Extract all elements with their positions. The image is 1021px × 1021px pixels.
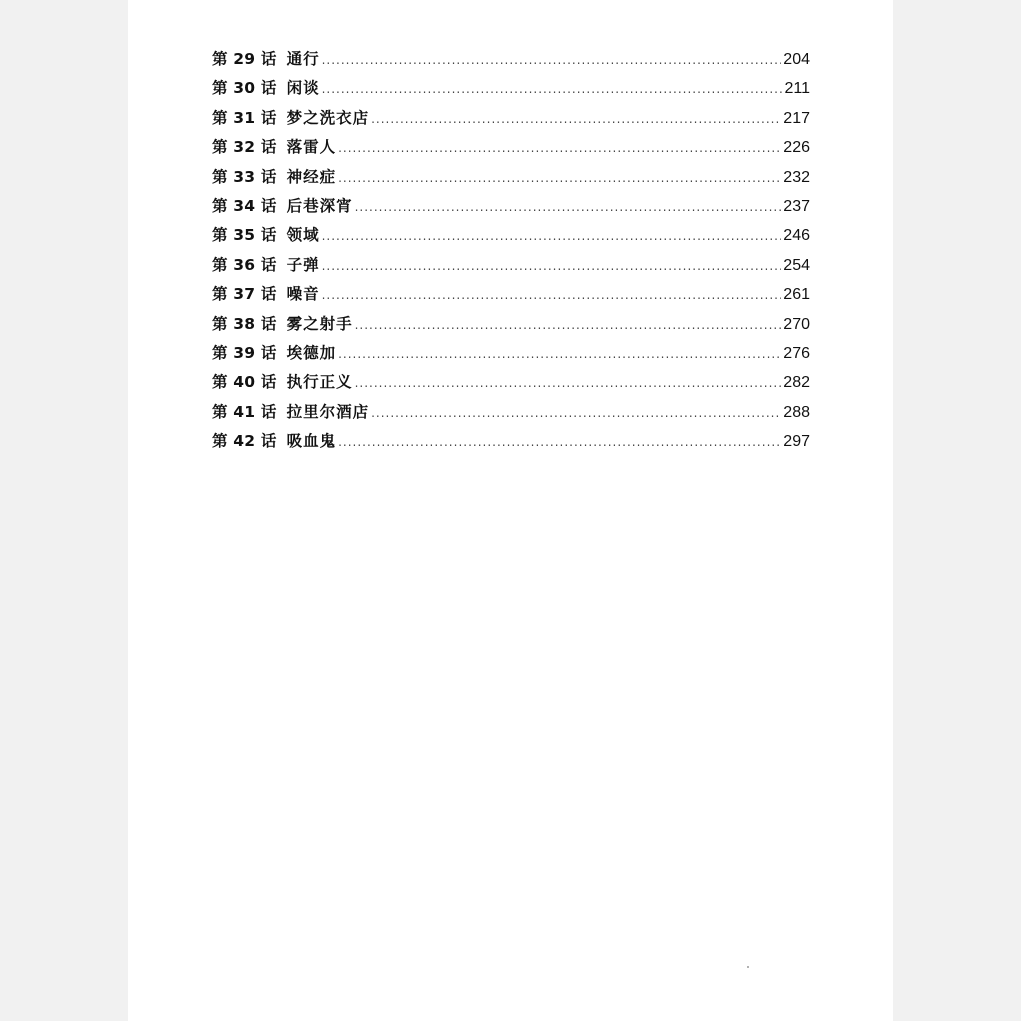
chapter-number: 第 41 话 [212, 402, 277, 421]
chapter-title: 闲谈 [286, 78, 320, 98]
dot-leader [322, 222, 782, 251]
chapter-number: 第 35 话 [212, 226, 277, 245]
chapter-title: 领域 [286, 225, 320, 245]
dot-leader [355, 369, 782, 398]
chapter-number: 第 38 话 [212, 314, 277, 333]
chapter-number: 第 40 话 [212, 373, 277, 392]
chapter-title: 落雷人 [286, 137, 337, 157]
toc-entry[interactable] [212, 309, 810, 338]
toc-entry[interactable] [212, 73, 810, 102]
page-number: 297 [783, 433, 810, 451]
chapter-number: 第 29 话 [212, 50, 277, 68]
page-number: 217 [783, 109, 810, 127]
dot-leader [338, 428, 781, 457]
dot-leader [371, 399, 781, 428]
dot-leader [322, 252, 782, 281]
chapter-title: 噪音 [286, 284, 320, 304]
chapter-number: 第 31 话 [212, 108, 277, 127]
page-number: 254 [783, 256, 810, 274]
dot-leader [322, 281, 782, 310]
page-number: 288 [783, 403, 810, 421]
chapter-number: 第 32 话 [212, 138, 277, 157]
page-number: 204 [783, 51, 810, 68]
chapter-title: 埃德加 [286, 342, 337, 362]
table-of-contents [212, 44, 810, 455]
toc-entry[interactable] [212, 162, 810, 191]
toc-entry[interactable] [212, 426, 810, 455]
page-number: 276 [783, 344, 810, 362]
chapter-number: 第 33 话 [212, 167, 277, 186]
chapter-title: 梦之洗衣店 [286, 107, 370, 127]
chapter-number: 第 34 话 [212, 196, 277, 215]
chapter-title: 雾之射手 [286, 313, 353, 333]
chapter-number: 第 42 话 [212, 432, 277, 451]
chapter-number: 第 36 话 [212, 255, 277, 274]
toc-entry[interactable] [212, 220, 810, 249]
dot-leader [322, 46, 782, 75]
chapter-number: 第 37 话 [212, 285, 277, 304]
toc-entry[interactable] [212, 132, 810, 161]
scan-speck [747, 966, 749, 968]
page-number: 226 [783, 139, 810, 157]
chapter-number: 第 39 话 [212, 343, 277, 362]
dot-leader [322, 75, 783, 104]
chapter-title: 吸血鬼 [286, 431, 337, 451]
toc-entry[interactable] [212, 338, 810, 367]
dot-leader [338, 134, 781, 163]
chapter-title: 拉里尔酒店 [286, 401, 370, 421]
page-number: 270 [783, 315, 810, 333]
toc-entry[interactable] [212, 367, 810, 396]
toc-entry[interactable] [212, 397, 810, 426]
toc-entry[interactable] [212, 103, 810, 132]
chapter-title: 子弹 [286, 254, 320, 274]
page-number: 211 [784, 80, 810, 98]
toc-entry[interactable] [212, 191, 810, 220]
page-number: 237 [783, 197, 810, 215]
page-number: 282 [783, 374, 810, 392]
toc-entry[interactable] [212, 44, 810, 73]
dot-leader [355, 311, 782, 340]
toc-entry[interactable] [212, 279, 810, 308]
dot-leader [355, 193, 782, 222]
chapter-number: 第 30 话 [212, 79, 277, 98]
dot-leader [338, 340, 781, 369]
chapter-title: 后巷深宵 [286, 195, 353, 215]
page-number: 261 [783, 286, 810, 304]
dot-leader [371, 105, 781, 134]
document-page [128, 0, 893, 1021]
page-number: 246 [783, 227, 810, 245]
chapter-title: 通行 [286, 49, 320, 68]
toc-entry[interactable] [212, 250, 810, 279]
chapter-title: 神经症 [286, 166, 337, 186]
dot-leader [338, 164, 781, 193]
page-number: 232 [783, 168, 810, 186]
chapter-title: 执行正义 [286, 372, 353, 392]
